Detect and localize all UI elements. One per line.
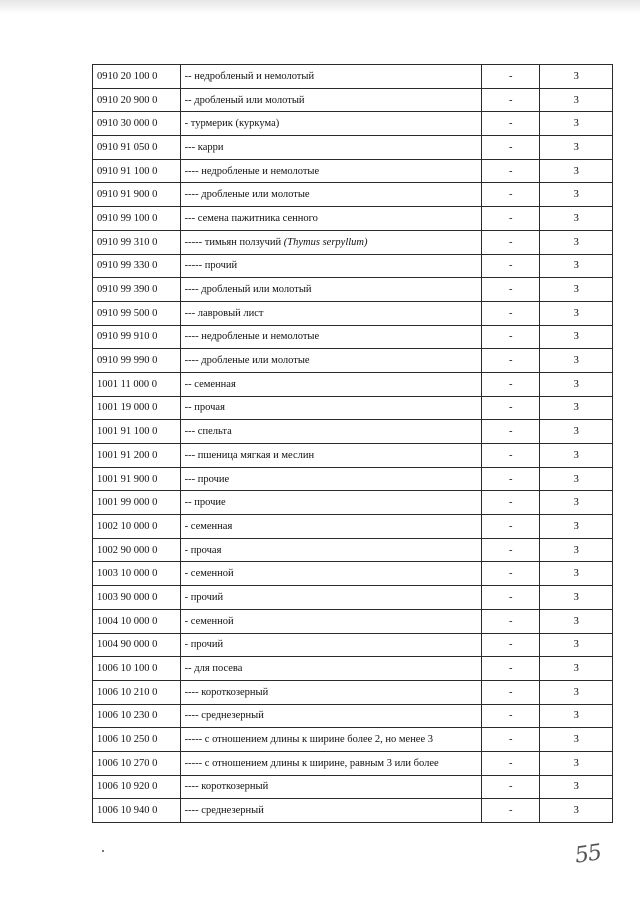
description-cell: -- недробленый и немолотый: [180, 65, 481, 89]
code-cell: 0910 30 000 0: [93, 112, 181, 136]
code-cell: 1006 10 210 0: [93, 680, 181, 704]
rate-cell: 3: [540, 372, 613, 396]
table-row: [93, 680, 613, 704]
description-cell: --- прочие: [180, 467, 481, 491]
dash-cell: -: [481, 88, 539, 112]
description-cell: -- семенная: [180, 372, 481, 396]
table-row: [93, 609, 613, 633]
rate-cell: 3: [540, 633, 613, 657]
code-cell: 1006 10 270 0: [93, 751, 181, 775]
code-cell: 0910 99 330 0: [93, 254, 181, 278]
description-cell: ---- короткозерный: [180, 775, 481, 799]
dash-cell: -: [481, 230, 539, 254]
description-cell: -- прочая: [180, 396, 481, 420]
code-cell: 0910 99 100 0: [93, 207, 181, 231]
code-cell: 0910 99 910 0: [93, 325, 181, 349]
description-cell: ---- дробленые или молотые: [180, 349, 481, 373]
description-cell: ---- среднезерный: [180, 704, 481, 728]
table-row: [93, 372, 613, 396]
handwritten-page-number: 55: [573, 840, 603, 869]
dash-cell: -: [481, 704, 539, 728]
rate-cell: 3: [540, 254, 613, 278]
code-cell: 0910 20 900 0: [93, 88, 181, 112]
tariff-table: [92, 64, 613, 823]
rate-cell: 3: [540, 396, 613, 420]
table-row: [93, 278, 613, 302]
code-cell: 0910 20 100 0: [93, 65, 181, 89]
table-row: [93, 159, 613, 183]
description-cell: [180, 230, 481, 254]
table-row: [93, 112, 613, 136]
dash-cell: -: [481, 633, 539, 657]
table-row: [93, 538, 613, 562]
code-cell: 1001 19 000 0: [93, 396, 181, 420]
description-cell: ----- прочий: [180, 254, 481, 278]
code-cell: 1001 91 900 0: [93, 467, 181, 491]
table-row: [93, 467, 613, 491]
table-row: [93, 301, 613, 325]
table-row: [93, 657, 613, 681]
dash-cell: -: [481, 396, 539, 420]
dash-cell: -: [481, 491, 539, 515]
code-cell: 1006 10 940 0: [93, 799, 181, 823]
code-cell: 0910 91 900 0: [93, 183, 181, 207]
code-cell: 1003 90 000 0: [93, 586, 181, 610]
dash-cell: -: [481, 562, 539, 586]
latin-name: (Thymus serpyllum): [283, 236, 368, 248]
code-cell: 1003 10 000 0: [93, 562, 181, 586]
dash-cell: -: [481, 254, 539, 278]
code-cell: 1006 10 250 0: [93, 728, 181, 752]
description-cell: - семенная: [180, 515, 481, 539]
scan-speck: [102, 850, 104, 852]
description-cell: --- спельта: [180, 420, 481, 444]
table-row: [93, 88, 613, 112]
description-cell: --- лавровый лист: [180, 301, 481, 325]
dash-cell: -: [481, 278, 539, 302]
dash-cell: -: [481, 467, 539, 491]
description-cell: - турмерик (куркума): [180, 112, 481, 136]
rate-cell: 3: [540, 751, 613, 775]
description-cell: ---- дробленый или молотый: [180, 278, 481, 302]
dash-cell: -: [481, 112, 539, 136]
dash-cell: -: [481, 325, 539, 349]
rate-cell: 3: [540, 136, 613, 160]
dash-cell: -: [481, 420, 539, 444]
code-cell: 1001 91 100 0: [93, 420, 181, 444]
rate-cell: 3: [540, 325, 613, 349]
rate-cell: 3: [540, 349, 613, 373]
rate-cell: 3: [540, 112, 613, 136]
dash-cell: -: [481, 728, 539, 752]
description-cell: - семенной: [180, 562, 481, 586]
dash-cell: -: [481, 538, 539, 562]
dash-cell: -: [481, 136, 539, 160]
code-cell: 1006 10 100 0: [93, 657, 181, 681]
table-row: [93, 349, 613, 373]
code-cell: 0910 99 990 0: [93, 349, 181, 373]
rate-cell: 3: [540, 65, 613, 89]
rate-cell: 3: [540, 799, 613, 823]
description-cell: - прочая: [180, 538, 481, 562]
description-cell: ----- с отношением длины к ширине более 2, но менее 3: [180, 728, 481, 752]
rate-cell: 3: [540, 278, 613, 302]
dash-cell: -: [481, 775, 539, 799]
rate-cell: 3: [540, 207, 613, 231]
dash-cell: -: [481, 680, 539, 704]
code-cell: 1001 99 000 0: [93, 491, 181, 515]
table-row: [93, 65, 613, 89]
description-cell: - семенной: [180, 609, 481, 633]
table-row: [93, 491, 613, 515]
code-cell: 1002 10 000 0: [93, 515, 181, 539]
description-cell: ---- недробленые и немолотые: [180, 159, 481, 183]
rate-cell: 3: [540, 538, 613, 562]
description-cell: -- дробленый или молотый: [180, 88, 481, 112]
table-row: [93, 444, 613, 468]
table-row: [93, 230, 613, 254]
table-row: [93, 586, 613, 610]
table-row: [93, 751, 613, 775]
description-cell: ----- с отношением длины к ширине, равным 3 или более: [180, 751, 481, 775]
code-cell: 1001 91 200 0: [93, 444, 181, 468]
rate-cell: 3: [540, 491, 613, 515]
table-row: [93, 775, 613, 799]
rate-cell: 3: [540, 420, 613, 444]
rate-cell: 3: [540, 586, 613, 610]
dash-cell: -: [481, 301, 539, 325]
code-cell: 1002 90 000 0: [93, 538, 181, 562]
code-cell: 1006 10 230 0: [93, 704, 181, 728]
table-row: [93, 207, 613, 231]
description-cell: ---- недробленые и немолотые: [180, 325, 481, 349]
description-cell: ---- дробленые или молотые: [180, 183, 481, 207]
tariff-table-body: [93, 65, 613, 823]
description-cell: --- карри: [180, 136, 481, 160]
rate-cell: 3: [540, 728, 613, 752]
dash-cell: -: [481, 207, 539, 231]
dash-cell: -: [481, 751, 539, 775]
code-cell: 0910 99 390 0: [93, 278, 181, 302]
rate-cell: 3: [540, 609, 613, 633]
rate-cell: 3: [540, 88, 613, 112]
dash-cell: -: [481, 183, 539, 207]
rate-cell: 3: [540, 657, 613, 681]
table-row: [93, 325, 613, 349]
table-row: [93, 183, 613, 207]
dash-cell: -: [481, 515, 539, 539]
rate-cell: 3: [540, 444, 613, 468]
table-row: [93, 254, 613, 278]
dash-cell: -: [481, 799, 539, 823]
table-row: [93, 633, 613, 657]
table-row: [93, 799, 613, 823]
description-cell: ---- короткозерный: [180, 680, 481, 704]
rate-cell: 3: [540, 301, 613, 325]
description-cell: - прочий: [180, 633, 481, 657]
dash-cell: -: [481, 349, 539, 373]
dash-cell: -: [481, 159, 539, 183]
description-cell: -- для посева: [180, 657, 481, 681]
code-cell: 0910 91 050 0: [93, 136, 181, 160]
table-row: [93, 396, 613, 420]
dash-cell: -: [481, 65, 539, 89]
scan-shadow: [0, 0, 640, 14]
rate-cell: 3: [540, 515, 613, 539]
dash-cell: -: [481, 372, 539, 396]
dash-cell: -: [481, 657, 539, 681]
description-cell: ---- среднезерный: [180, 799, 481, 823]
code-cell: 1001 11 000 0: [93, 372, 181, 396]
description-text: ----- тимьян ползучий: [184, 236, 282, 248]
code-cell: 0910 99 310 0: [93, 230, 181, 254]
table-row: [93, 420, 613, 444]
code-cell: 1006 10 920 0: [93, 775, 181, 799]
description-cell: --- семена пажитника сенного: [180, 207, 481, 231]
dash-cell: -: [481, 609, 539, 633]
description-cell: -- прочие: [180, 491, 481, 515]
table-row: [93, 562, 613, 586]
dash-cell: -: [481, 444, 539, 468]
table-row: [93, 515, 613, 539]
table-row: [93, 704, 613, 728]
code-cell: 0910 99 500 0: [93, 301, 181, 325]
rate-cell: 3: [540, 467, 613, 491]
dash-cell: -: [481, 586, 539, 610]
table-row: [93, 728, 613, 752]
description-cell: --- пшеница мягкая и меслин: [180, 444, 481, 468]
table-row: [93, 136, 613, 160]
code-cell: 1004 90 000 0: [93, 633, 181, 657]
rate-cell: 3: [540, 183, 613, 207]
rate-cell: 3: [540, 704, 613, 728]
rate-cell: 3: [540, 562, 613, 586]
code-cell: 1004 10 000 0: [93, 609, 181, 633]
rate-cell: 3: [540, 159, 613, 183]
rate-cell: 3: [540, 775, 613, 799]
code-cell: 0910 91 100 0: [93, 159, 181, 183]
rate-cell: 3: [540, 680, 613, 704]
rate-cell: 3: [540, 230, 613, 254]
description-cell: - прочий: [180, 586, 481, 610]
